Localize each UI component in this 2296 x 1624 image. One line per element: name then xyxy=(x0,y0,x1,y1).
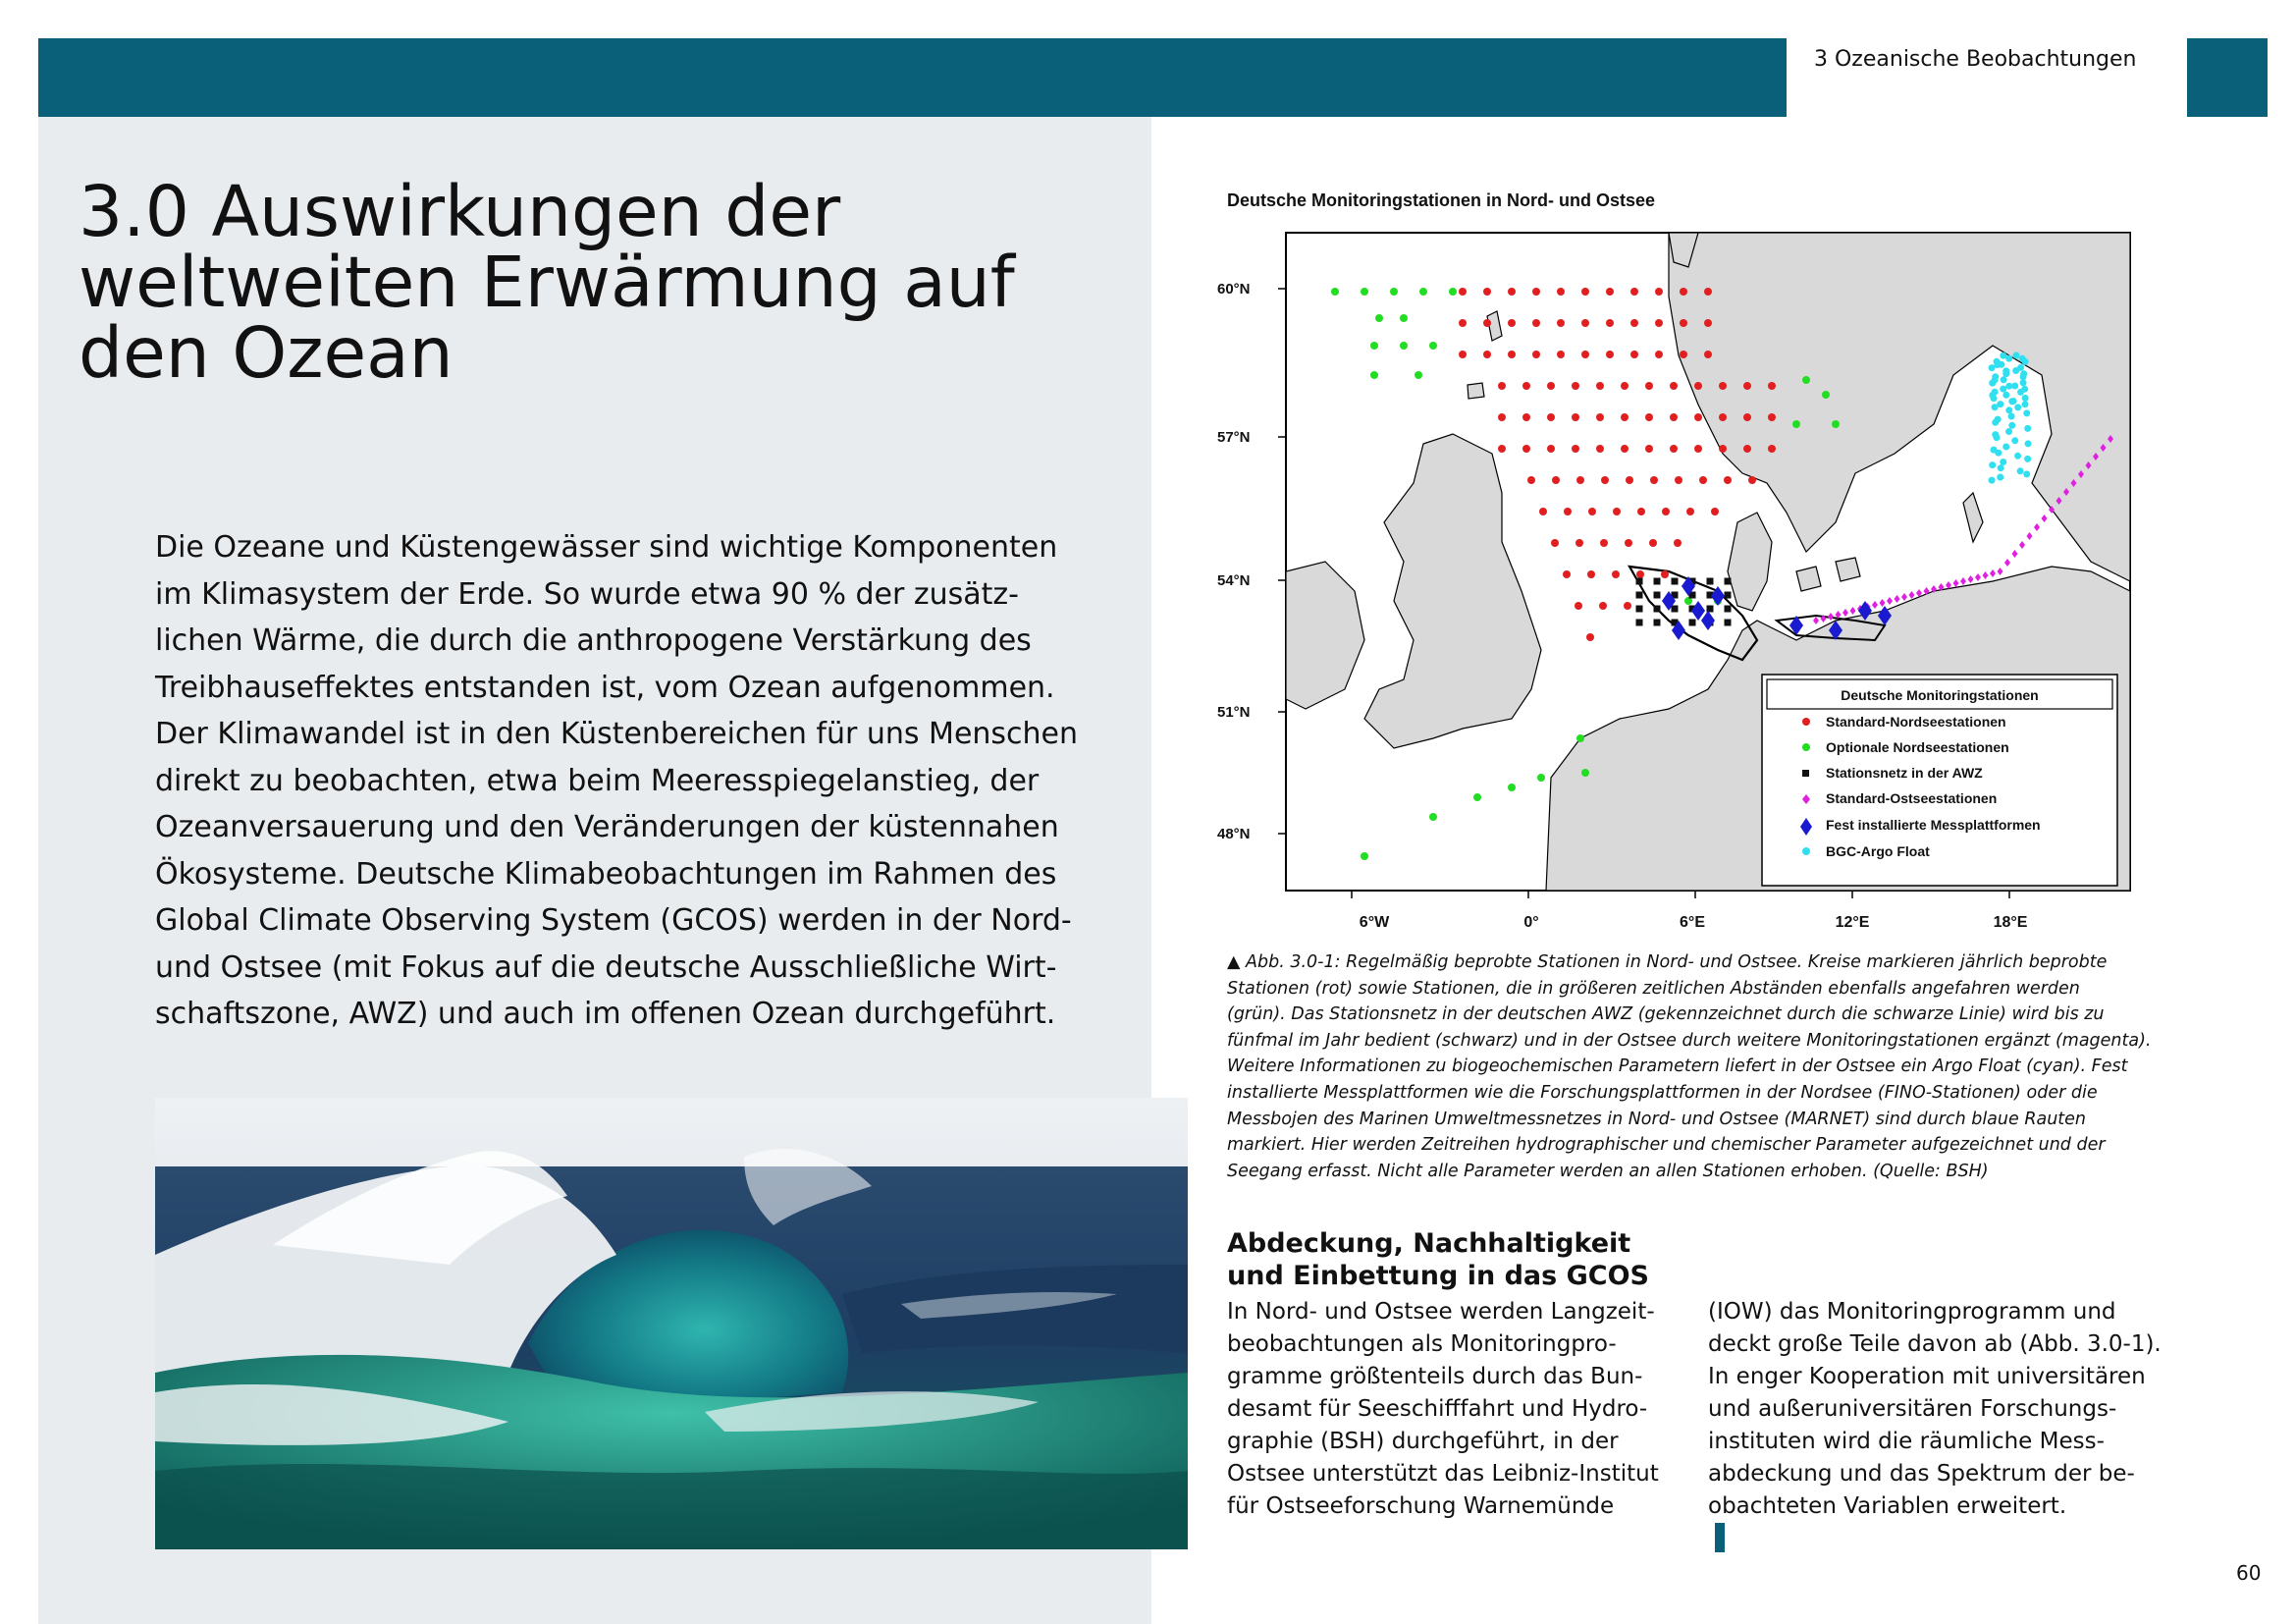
awz-station xyxy=(1654,620,1661,626)
north-sea-station xyxy=(1483,351,1491,358)
north-sea-station xyxy=(1599,602,1607,610)
argo-float-position xyxy=(2005,383,2012,390)
optional-station xyxy=(1390,288,1398,296)
argo-float-position xyxy=(2005,428,2012,435)
argo-float-position xyxy=(2017,389,2024,396)
argo-float-position xyxy=(2008,398,2015,405)
body-column-1 xyxy=(1227,1296,1659,1523)
awz-station xyxy=(1689,620,1696,626)
body-line-last xyxy=(1708,1490,2162,1552)
north-sea-station xyxy=(1649,539,1657,547)
lat-label: 54°N xyxy=(1217,572,1251,589)
argo-float-position xyxy=(1991,395,1998,402)
north-sea-station xyxy=(1636,570,1644,578)
argo-float-position xyxy=(2022,401,2029,407)
north-sea-station xyxy=(1675,476,1682,484)
optional-station xyxy=(1331,288,1339,296)
ocean-wave-photo xyxy=(155,1098,1188,1549)
optional-station xyxy=(1370,342,1378,350)
optional-station xyxy=(1415,371,1422,379)
north-sea-station xyxy=(1596,413,1604,421)
north-sea-station xyxy=(1459,351,1467,358)
north-sea-station xyxy=(1459,319,1467,327)
awz-station xyxy=(1707,578,1714,585)
optional-station xyxy=(1822,391,1830,399)
caption-line: markiert. Hier werden Zeitreihen hydrographischer und chemischer Parameter aufgezeichnet und der xyxy=(1227,1135,2106,1156)
north-sea-station xyxy=(1661,570,1669,578)
north-sea-station xyxy=(1625,539,1632,547)
north-sea-station xyxy=(1655,319,1663,327)
north-sea-station xyxy=(1522,413,1530,421)
argo-float-position xyxy=(2000,352,2006,359)
body-line: gramme größtenteils durch das Bun- xyxy=(1227,1364,1643,1389)
optional-station xyxy=(1375,314,1383,322)
argo-float-position xyxy=(2025,440,2032,447)
north-sea-station xyxy=(1662,508,1670,515)
legend-label: Stationsnetz in der AWZ xyxy=(1826,765,1983,781)
north-sea-station xyxy=(1552,476,1560,484)
intro-paragraph xyxy=(155,524,1097,1038)
argo-float-position xyxy=(1997,474,2003,481)
awz-station xyxy=(1654,606,1661,613)
north-sea-station xyxy=(1532,319,1540,327)
argo-float-position xyxy=(1992,419,1999,426)
argo-float-position xyxy=(2020,373,2027,380)
north-sea-station xyxy=(1670,382,1678,390)
body-line: (IOW) das Monitoringprogramm und xyxy=(1708,1299,2116,1325)
awz-station xyxy=(1672,578,1679,585)
intro-line: Ökosysteme. Deutsche Klimabeobachtungen im Rahmen des xyxy=(155,856,1057,892)
argo-float-position xyxy=(2014,453,2021,460)
legend-symbol-black xyxy=(1802,770,1809,777)
lat-label: 51°N xyxy=(1217,704,1251,721)
intro-line: Ozeanversauerung und den Veränderungen der küstennahen xyxy=(155,810,1059,844)
title-line: den Ozean xyxy=(79,312,454,394)
north-sea-station xyxy=(1680,351,1687,358)
lon-label: 0° xyxy=(1523,914,1539,931)
north-sea-station xyxy=(1686,508,1694,515)
argo-float-position xyxy=(2008,413,2015,420)
caption-line: installierte Messplattformen wie die Forschungsplattformen in der Nordsee (FINO-Stationen) oder die xyxy=(1227,1082,2098,1103)
argo-float-position xyxy=(2002,367,2009,374)
north-sea-station xyxy=(1587,570,1595,578)
north-sea-station xyxy=(1572,382,1579,390)
argo-float-position xyxy=(1994,434,2001,441)
north-sea-station xyxy=(1704,351,1712,358)
legend-title: Deutsche Monitoringstationen xyxy=(1841,687,2039,703)
north-sea-station xyxy=(1694,382,1702,390)
north-sea-station xyxy=(1613,508,1621,515)
north-sea-station xyxy=(1637,508,1645,515)
end-mark-icon xyxy=(1715,1533,1725,1543)
north-sea-station xyxy=(1724,476,1732,484)
legend-label: Fest installierte Messplattformen xyxy=(1826,817,2041,833)
north-sea-station xyxy=(1539,508,1547,515)
north-sea-station xyxy=(1575,539,1583,547)
north-sea-station xyxy=(1581,351,1589,358)
lat-label: 57°N xyxy=(1217,429,1251,446)
optional-station xyxy=(1576,734,1584,742)
intro-line: Die Ozeane und Küstengewässer sind wichtige Komponenten xyxy=(155,530,1058,565)
intro-line: und Ostsee (mit Fokus auf die deutsche Ausschließliche Wirt- xyxy=(155,949,1057,985)
caption-line: ▲ Abb. 3.0-1: Regelmäßig beprobte Stationen in Nord- und Ostsee. Kreise markieren jährlich beprobte xyxy=(1227,952,2108,972)
north-sea-station xyxy=(1547,413,1555,421)
optional-station xyxy=(1370,371,1378,379)
lon-label: 6°E xyxy=(1680,914,1705,931)
argo-float-position xyxy=(2012,367,2019,374)
north-sea-station xyxy=(1630,319,1638,327)
north-sea-station xyxy=(1547,382,1555,390)
caption-line: fünfmal im Jahr bedient (schwarz) und in der Ostsee durch weitere Monitoringstationen ergänzt (magenta). xyxy=(1227,1030,2152,1051)
body-line: instituten wird die räumliche Mess- xyxy=(1708,1429,2105,1454)
end-mark-icon xyxy=(1715,1543,1725,1552)
body-line: und außeruniversitären Forschungs- xyxy=(1708,1396,2117,1422)
north-sea-station xyxy=(1563,570,1571,578)
north-sea-station xyxy=(1483,319,1491,327)
title-line: 3.0 Auswirkungen der xyxy=(79,171,841,252)
map-title: Deutsche Monitoringstationen in Nord- und Ostsee xyxy=(1227,190,1656,210)
argo-float-position xyxy=(1992,404,1999,410)
argo-float-position xyxy=(2017,467,2024,474)
lat-label: 60°N xyxy=(1217,281,1251,298)
argo-float-position xyxy=(1995,450,2002,457)
body-line: beobachtungen als Monitoringpro- xyxy=(1227,1331,1617,1357)
north-sea-station xyxy=(1670,445,1678,453)
north-sea-station xyxy=(1694,445,1702,453)
optional-station xyxy=(1429,813,1437,821)
argo-float-position xyxy=(1989,364,1996,371)
intro-line: lichen Wärme, die durch die anthropogene Verstärkung des xyxy=(155,623,1032,658)
north-sea-station xyxy=(1532,351,1540,358)
optional-station xyxy=(1449,288,1457,296)
north-sea-station xyxy=(1743,445,1751,453)
argo-float-position xyxy=(1998,464,2004,471)
north-sea-station xyxy=(1674,539,1682,547)
north-sea-station xyxy=(1645,413,1653,421)
north-sea-station xyxy=(1768,413,1776,421)
north-sea-station xyxy=(1498,445,1506,453)
intro-line: schaftszone, AWZ) und auch im offenen Ozean durchgeführt. xyxy=(155,997,1056,1031)
body-line: In enger Kooperation mit universitären xyxy=(1708,1364,2146,1389)
north-sea-station xyxy=(1581,319,1589,327)
argo-float-position xyxy=(2022,358,2029,365)
argo-float-position xyxy=(2002,444,2009,451)
argo-float-position xyxy=(2024,425,2031,432)
north-sea-station xyxy=(1743,382,1751,390)
argo-float-position xyxy=(2000,386,2006,393)
north-sea-station xyxy=(1645,382,1653,390)
argo-float-position xyxy=(2023,409,2030,416)
lat-label: 48°N xyxy=(1217,826,1251,842)
body-line: für Ostseeforschung Warnemünde xyxy=(1227,1493,1615,1519)
optional-station xyxy=(1792,420,1800,428)
optional-station xyxy=(1400,342,1408,350)
optional-station xyxy=(1473,793,1481,801)
north-sea-station xyxy=(1630,351,1638,358)
page-title xyxy=(79,171,1060,394)
legend-label: Standard-Ostseestationen xyxy=(1826,790,1998,806)
optional-station xyxy=(1361,852,1368,860)
argo-float-position xyxy=(2008,422,2015,429)
awz-station xyxy=(1636,578,1643,585)
body-line: In Nord- und Ostsee werden Langzeit- xyxy=(1227,1299,1655,1325)
north-sea-station xyxy=(1670,413,1678,421)
north-sea-station xyxy=(1498,382,1506,390)
north-sea-station xyxy=(1572,413,1579,421)
body-line: graphie (BSH) durchgeführt, in der xyxy=(1227,1429,1619,1454)
north-sea-station xyxy=(1612,570,1620,578)
intro-line: Der Klimawandel ist in den Küstenbereichen für uns Menschen xyxy=(155,717,1079,751)
awz-station xyxy=(1654,592,1661,599)
intro-line: Global Climate Observing System (GCOS) werden in der Nord- xyxy=(155,903,1072,938)
optional-station xyxy=(1832,420,1840,428)
north-sea-station xyxy=(1719,382,1727,390)
body-line: abdeckung und das Spektrum der be- xyxy=(1708,1461,2135,1487)
optional-station xyxy=(1581,769,1589,777)
awz-station xyxy=(1654,578,1661,585)
page-number: 60 xyxy=(2236,1561,2262,1585)
north-sea-station xyxy=(1743,413,1751,421)
north-sea-station xyxy=(1483,288,1491,296)
north-sea-station xyxy=(1719,413,1727,421)
north-sea-station xyxy=(1680,319,1687,327)
north-sea-station xyxy=(1508,351,1516,358)
north-sea-station xyxy=(1522,445,1530,453)
legend-label: Optionale Nordseestationen xyxy=(1826,739,2009,755)
body-column-2 xyxy=(1708,1296,2162,1552)
argo-float-position xyxy=(2024,456,2031,462)
awz-station xyxy=(1725,620,1732,626)
legend-symbol-red xyxy=(1802,718,1810,726)
body-line: desamt für Seeschifffahrt und Hydro- xyxy=(1227,1396,1648,1422)
awz-station xyxy=(1725,578,1732,585)
north-sea-station xyxy=(1606,288,1614,296)
argo-float-position xyxy=(2005,406,2012,413)
section-heading xyxy=(1227,1227,1649,1292)
optional-station xyxy=(1802,376,1810,384)
north-sea-station xyxy=(1621,413,1629,421)
awz-station xyxy=(1636,606,1643,613)
north-sea-station xyxy=(1621,445,1629,453)
caption-line: Stationen (rot) sowie Stationen, die in größeren zeitlichen Abständen ebenfalls angefahren werden xyxy=(1227,978,2080,999)
awz-station xyxy=(1725,592,1732,599)
argo-float-position xyxy=(1989,461,1996,468)
legend-label: Standard-Nordseestationen xyxy=(1826,714,2006,730)
optional-station xyxy=(1341,911,1349,919)
map-legend xyxy=(1762,675,2117,886)
optional-station xyxy=(1508,784,1516,791)
legend-symbol-cyan xyxy=(1802,847,1810,855)
north-sea-station xyxy=(1624,602,1631,610)
caption-line: Messbojen des Marinen Umweltmessnetzes in Nord- und Ostsee (MARNET) sind durch blaue Rauten xyxy=(1227,1109,2087,1129)
north-sea-station xyxy=(1527,476,1535,484)
chapter-label: 3 Ozeanische Beobachtungen xyxy=(1814,47,2137,72)
north-sea-station xyxy=(1557,288,1565,296)
north-sea-station xyxy=(1704,288,1712,296)
station-map xyxy=(1207,228,2150,954)
north-sea-station xyxy=(1557,319,1565,327)
north-sea-station xyxy=(1508,288,1516,296)
body-line: deckt große Teile davon ab (Abb. 3.0-1). xyxy=(1708,1331,2162,1357)
north-sea-station xyxy=(1508,319,1516,327)
north-sea-station xyxy=(1596,445,1604,453)
argo-float-position xyxy=(2014,404,2021,410)
north-sea-station xyxy=(1719,445,1727,453)
optional-station xyxy=(1400,314,1408,322)
north-sea-station xyxy=(1522,382,1530,390)
intro-line: im Klimasystem der Erde. So wurde etwa 90 % der zusätz- xyxy=(155,576,1019,612)
optional-station xyxy=(1429,342,1437,350)
north-sea-station xyxy=(1768,382,1776,390)
north-sea-station xyxy=(1601,476,1609,484)
argo-float-position xyxy=(2001,376,2007,383)
north-sea-station xyxy=(1551,539,1559,547)
north-sea-station xyxy=(1694,413,1702,421)
north-sea-station xyxy=(1621,382,1629,390)
body-line: Ostsee unterstützt das Leibniz-Institut xyxy=(1227,1461,1659,1487)
awz-station xyxy=(1636,592,1643,599)
end-mark-icon xyxy=(1715,1523,1725,1533)
north-sea-station xyxy=(1572,445,1579,453)
north-sea-station xyxy=(1655,288,1663,296)
north-sea-station xyxy=(1606,319,1614,327)
north-sea-station xyxy=(1576,476,1584,484)
north-sea-station xyxy=(1680,288,1687,296)
north-sea-station xyxy=(1650,476,1658,484)
section-heading-line: Abdeckung, Nachhaltigkeit xyxy=(1227,1228,1631,1259)
north-sea-station xyxy=(1704,319,1712,327)
argo-float-position xyxy=(2002,392,2009,399)
optional-station xyxy=(1537,774,1545,782)
argo-float-position xyxy=(1989,477,1996,484)
caption-line: Weitere Informationen zu biogeochemischen Parametern liefert in der Ostsee ein Argo Float (cyan). Fest xyxy=(1227,1056,2128,1077)
north-sea-station xyxy=(1557,351,1565,358)
north-sea-station xyxy=(1645,445,1653,453)
awz-station xyxy=(1725,606,1732,613)
north-sea-station xyxy=(1586,633,1594,641)
awz-station xyxy=(1636,620,1643,626)
argo-float-position xyxy=(1989,380,1996,387)
north-sea-station xyxy=(1498,413,1506,421)
north-sea-station xyxy=(1564,508,1572,515)
section-heading-line: und Einbettung in das GCOS xyxy=(1227,1261,1649,1291)
body-line: obachteten Variablen erweitert. xyxy=(1708,1493,2067,1519)
header-bar xyxy=(38,38,1787,117)
north-sea-station xyxy=(1606,351,1614,358)
caption-line: Seegang erfasst. Nicht alle Parameter werden an allen Stationen erhoben. (Quelle: BSH) xyxy=(1227,1161,1989,1181)
north-sea-station xyxy=(1459,288,1467,296)
north-sea-station xyxy=(1575,602,1582,610)
north-sea-station xyxy=(1626,476,1633,484)
header-tab xyxy=(2187,38,2268,117)
optional-station xyxy=(1419,288,1427,296)
north-sea-station xyxy=(1547,445,1555,453)
optional-station xyxy=(1361,288,1368,296)
north-sea-station xyxy=(1768,445,1776,453)
lon-label: 12°E xyxy=(1835,914,1870,931)
title-line: weltweiten Erwärmung auf xyxy=(79,242,1015,323)
awz-station xyxy=(1707,606,1714,613)
lon-label: 6°W xyxy=(1359,914,1390,931)
caption-line: (grün). Das Stationsnetz in der deutschen AWZ (gekennzeichnet durch die schwarze Linie) wird bis zu xyxy=(1227,1004,2105,1025)
north-sea-station xyxy=(1699,476,1707,484)
argo-float-position xyxy=(2011,437,2018,444)
argo-float-position xyxy=(2000,459,2006,465)
north-sea-station xyxy=(1711,508,1719,515)
north-sea-station xyxy=(1655,351,1663,358)
north-sea-station xyxy=(1748,476,1756,484)
argo-float-position xyxy=(2020,379,2027,386)
intro-line: Treibhauseffektes entstanden ist, vom Ozean aufgenommen. xyxy=(155,670,1055,705)
argo-float-position xyxy=(2013,352,2020,359)
north-sea-station xyxy=(1532,288,1540,296)
north-sea-station xyxy=(1630,288,1638,296)
north-sea-station xyxy=(1600,539,1608,547)
awz-station xyxy=(1672,606,1679,613)
legend-label: BGC-Argo Float xyxy=(1826,843,1930,859)
argo-float-position xyxy=(2022,395,2029,402)
legend-symbol-green xyxy=(1802,743,1810,751)
north-sea-station xyxy=(1596,382,1604,390)
intro-line: direkt zu beobachten, etwa beim Meeresspiegelanstieg, der xyxy=(155,763,1040,798)
argo-float-position xyxy=(2023,470,2030,477)
figure-caption xyxy=(1227,949,2150,1184)
lon-label: 18°E xyxy=(1993,914,2028,931)
north-sea-station xyxy=(1581,288,1589,296)
north-sea-station xyxy=(1588,508,1596,515)
